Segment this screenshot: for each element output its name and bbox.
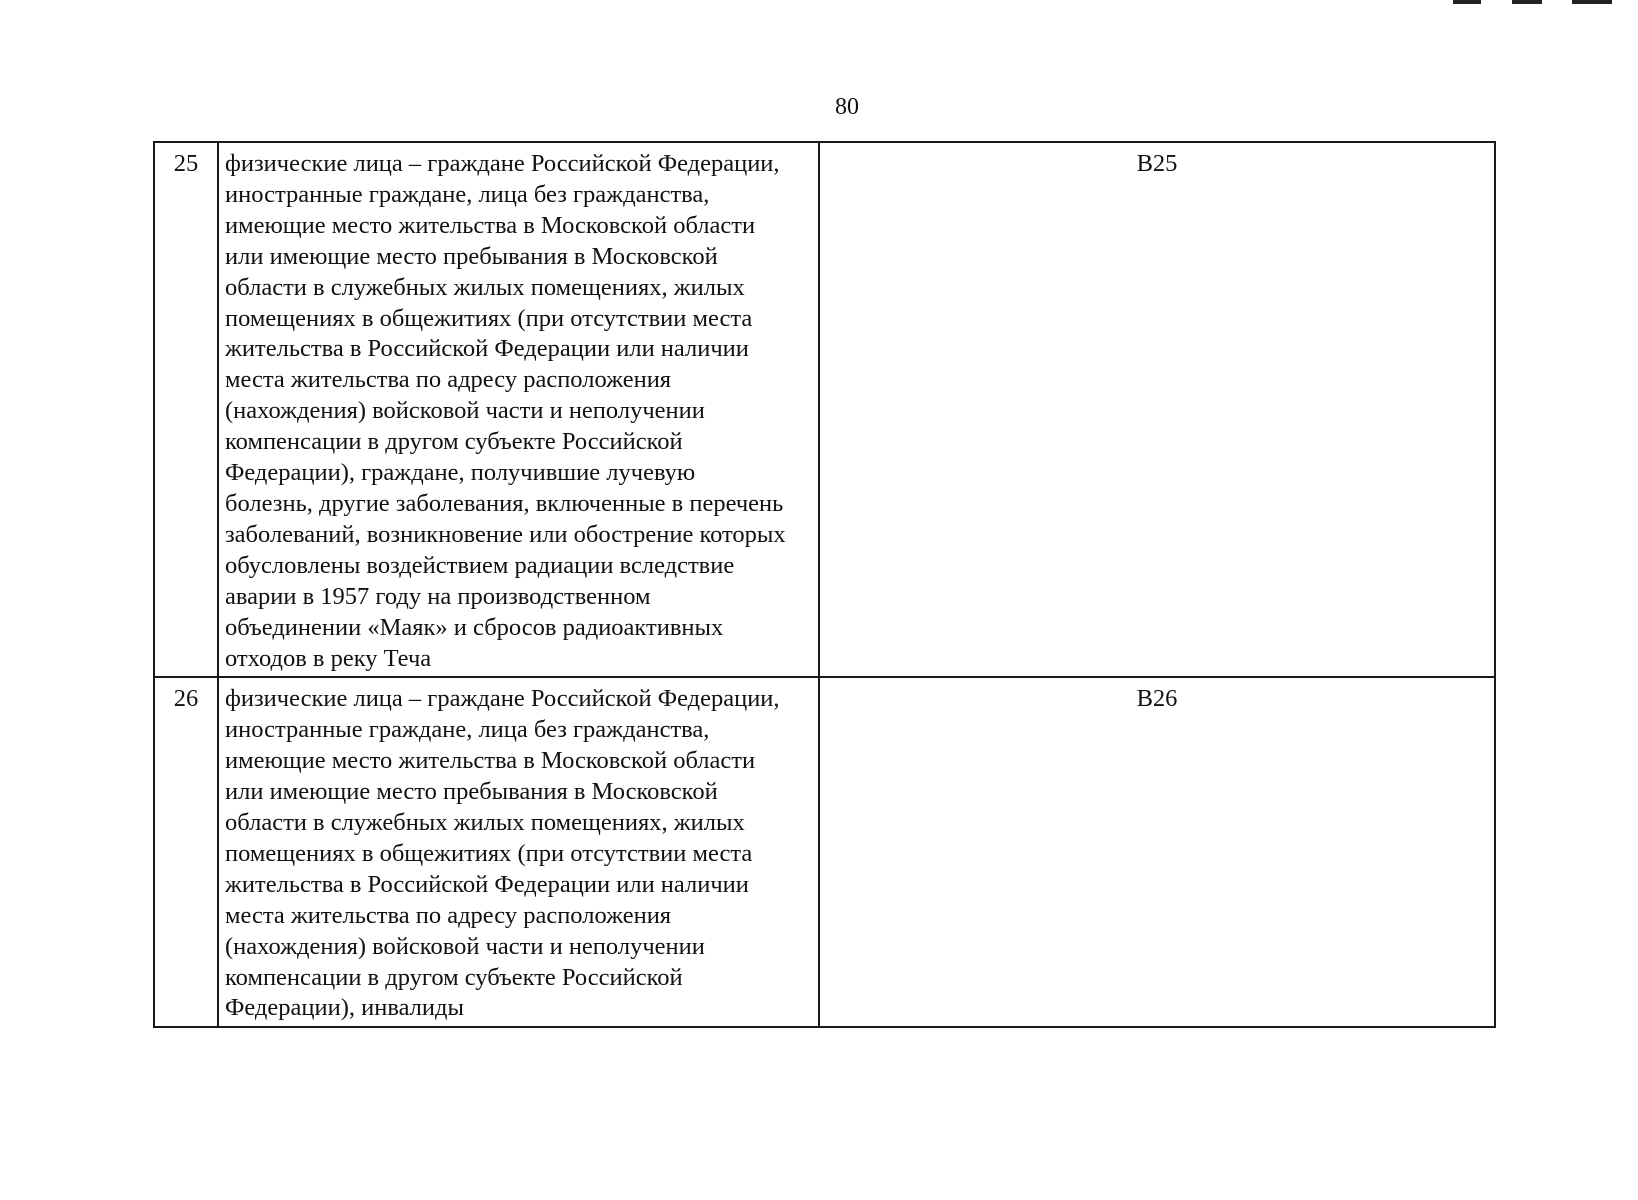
- description-line: компенсации в другом субъекте Российской: [225, 963, 683, 991]
- row-number: 26: [154, 677, 218, 1027]
- scan-edge-mark: [1453, 0, 1481, 4]
- description-line: (нахождения) войсковой части и неполучении: [225, 397, 705, 425]
- description-line: области в служебных жилых помещениях, жилых: [225, 809, 745, 837]
- description-line: места жительства по адресу расположения: [225, 901, 672, 929]
- description-line: или имеющие место пребывания в Московской: [225, 778, 718, 806]
- table-row: [154, 677, 1495, 1027]
- row-code: В25: [819, 142, 1495, 677]
- description-line: места жительства по адресу расположения: [225, 366, 672, 394]
- scan-edge-mark: [1512, 0, 1542, 4]
- description-line: или имеющие место пребывания в Московской: [225, 242, 718, 270]
- scan-edge-mark: [1572, 0, 1612, 4]
- description-line: имеющие место жительства в Московской области: [225, 211, 756, 239]
- description-line: аварии в 1957 году на производственном: [225, 582, 651, 610]
- page-number: 80: [835, 94, 859, 120]
- description-line: болезнь, другие заболевания, включенные в перечень: [225, 489, 784, 517]
- description-line: (нахождения) войсковой части и неполучении: [225, 932, 705, 960]
- document-table: [153, 141, 1496, 1028]
- description-line: помещениях в общежитиях (при отсутствии места: [225, 304, 753, 332]
- description-line: компенсации в другом субъекте Российской: [225, 428, 683, 456]
- description-line: иностранные граждане, лица без гражданства,: [225, 716, 710, 744]
- row-description: [218, 142, 819, 677]
- row-description: [218, 677, 819, 1027]
- description-line: помещениях в общежитиях (при отсутствии места: [225, 839, 753, 867]
- row-number: 25: [154, 142, 218, 677]
- description-line: области в служебных жилых помещениях, жилых: [225, 273, 745, 301]
- description-line: физические лица – граждане Российской Федерации,: [225, 685, 780, 713]
- description-line: имеющие место жительства в Московской области: [225, 747, 756, 775]
- description-line: отходов в реку Теча: [225, 644, 432, 672]
- row-code: В26: [819, 677, 1495, 1027]
- description-line: обусловлены воздействием радиации вследствие: [225, 551, 735, 579]
- description-line: иностранные граждане, лица без гражданства,: [225, 180, 710, 208]
- table-row: [154, 142, 1495, 677]
- description-line: физические лица – граждане Российской Федерации,: [225, 150, 780, 177]
- description-line: жительства в Российской Федерации или наличии: [225, 870, 749, 898]
- description-line: жительства в Российской Федерации или наличии: [225, 335, 749, 363]
- description-line: объединении «Маяк» и сбросов радиоактивных: [225, 613, 724, 641]
- description-line: Федерации), инвалиды: [225, 994, 464, 1022]
- description-line: Федерации), граждане, получившие лучевую: [225, 459, 696, 487]
- description-line: заболеваний, возникновение или обострение которых: [225, 520, 786, 548]
